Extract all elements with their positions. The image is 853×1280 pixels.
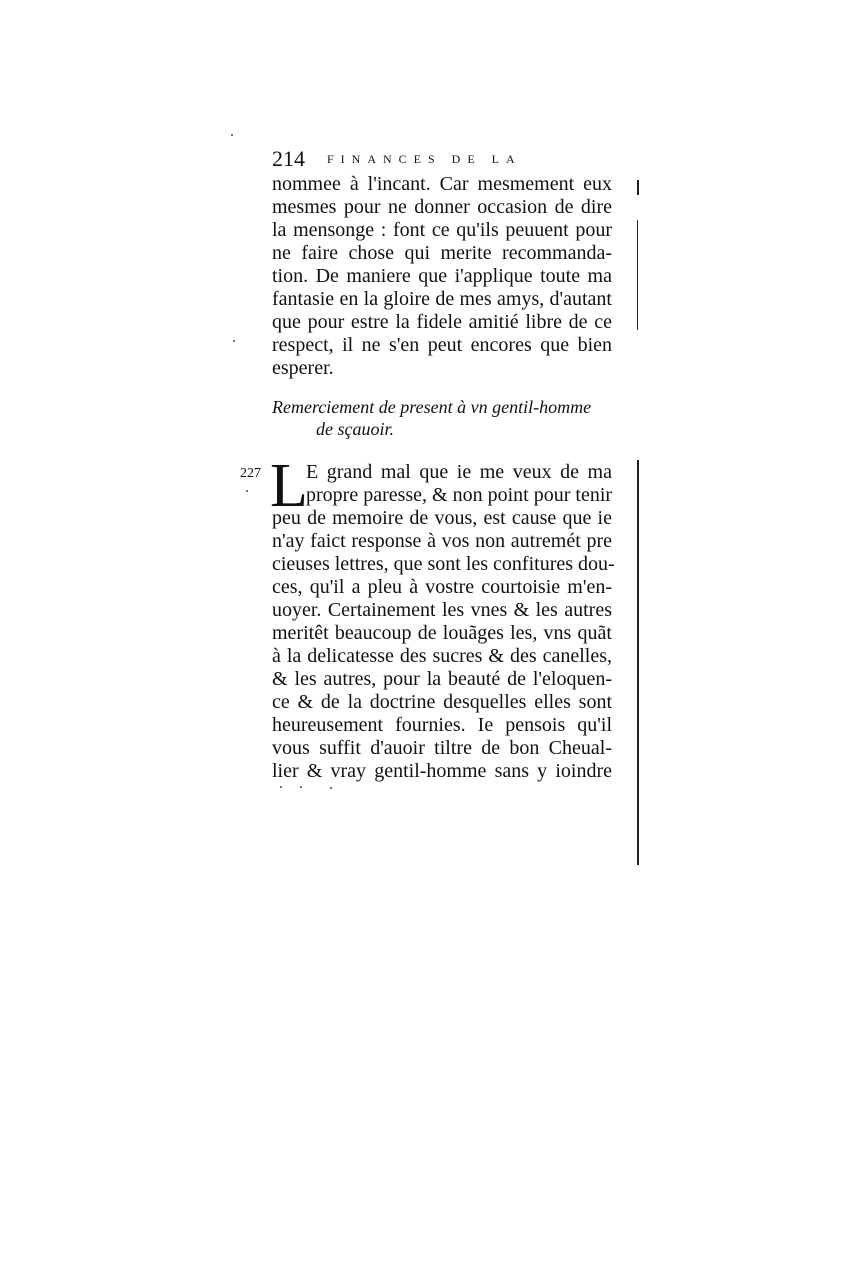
- text-line: esperer.: [272, 357, 334, 379]
- scan-speck: [246, 490, 248, 492]
- text-line: à la delicatesse des sucres & des canelles,: [272, 645, 612, 667]
- scan-speck: [231, 134, 233, 136]
- page-number: 214: [272, 146, 305, 171]
- text-line: meritêt beaucoup de louãges les, vns quãt: [272, 622, 612, 644]
- text-line: n'ay faict response à vos non autremét pre: [272, 530, 612, 552]
- text-line: nommee à l'incant. Car mesmement eux: [272, 173, 612, 195]
- text-line: tion. De maniere que i'applique toute ma: [272, 265, 612, 287]
- text-line: que pour estre la fidele amitié libre de ce: [272, 311, 612, 333]
- text-line: peu de memoire de vous, est cause que ie: [272, 507, 612, 529]
- gutter-rule: [637, 180, 639, 195]
- letter-heading: de sçauoir.: [316, 419, 394, 439]
- margin-number: 227: [240, 466, 261, 481]
- scan-speck: [330, 787, 332, 789]
- text-line: ne faire chose qui merite recommanda-: [272, 242, 612, 264]
- scan-speck: [300, 786, 302, 788]
- text-line: cieuses lettres, que sont les confitures dou-: [272, 553, 615, 575]
- scan-speck: [233, 340, 235, 342]
- text-line: uoyer. Certainement les vnes & les autres: [272, 599, 612, 621]
- scan-speck: [280, 786, 282, 788]
- drop-cap: L: [270, 452, 308, 520]
- text-line: ces, qu'il a pleu à vostre courtoisie m'en-: [272, 576, 612, 598]
- running-head: [272, 146, 522, 172]
- text-line: vous suffit d'auoir tiltre de bon Cheual-: [272, 737, 612, 759]
- gutter-rule: [637, 460, 639, 865]
- text-line: lier & vray gentil-homme sans y ioindre: [272, 760, 612, 782]
- text-line: heureusement fournies. Ie pensois qu'il: [272, 714, 612, 736]
- text-line: propre paresse, & non point pour tenir: [306, 484, 613, 506]
- gutter-rule: [637, 220, 638, 330]
- running-title: FINANCES DE LA: [327, 152, 522, 166]
- text-line: respect, il ne s'en peut encores que bien: [272, 334, 612, 356]
- text-line: mesmes pour ne donner occasion de dire: [272, 196, 612, 218]
- text-line: E grand mal que ie me veux de ma: [306, 461, 612, 483]
- text-line: ce & de la doctrine desquelles elles sont: [272, 691, 612, 713]
- text-line: la mensonge : font ce qu'ils peuuent pour: [272, 219, 612, 241]
- text-line: & les autres, pour la beauté de l'eloquen-: [272, 668, 612, 690]
- text-line: fantasie en la gloire de mes amys, d'autant: [272, 288, 612, 310]
- letter-heading: Remerciement de present à vn gentil-homme: [272, 397, 592, 417]
